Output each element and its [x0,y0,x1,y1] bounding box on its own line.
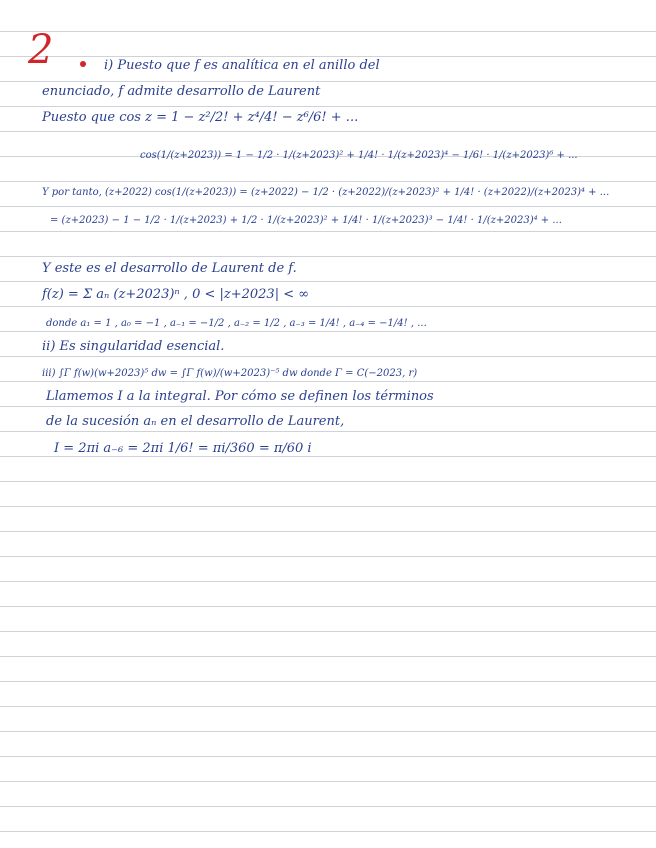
text-line: i) Puesto que f es analítica en el anillo del [104,58,380,73]
text-line: I = 2πi a₋₆ = 2πi 1/6! = πi/360 = π/60 i [54,441,312,456]
text-line: Puesto que cos z = 1 − z²/2! + z⁴/4! − z⁶/6! + ... [42,110,359,125]
text-line: Y este es el desarrollo de Laurent de f. [42,261,297,276]
text-line: enunciado, f admite desarrollo de Laurent [42,84,321,99]
text-line: Y por tanto, (z+2022) cos(1/(z+2023)) = (z+2022) − 1/2 · (z+2022)/(z+2023)² + 1/4! · (z+2022)/(z+2023)⁴ + ... [42,187,610,198]
text-line: = (z+2023) − 1 − 1/2 · 1/(z+2023) + 1/2 · 1/(z+2023)² + 1/4! · 1/(z+2023)³ − 1/4! · 1/(z+2023)⁴ + ... [50,215,562,226]
text-line: f(z) = Σ aₙ (z+2023)ⁿ , 0 < |z+2023| < ∞ [42,287,310,302]
text-line: iii) ∫Γ f(w)(w+2023)⁵ dw = ∫Γ f(w)/(w+2023)⁻⁵ dw donde Γ = C(−2023, r) [42,368,418,379]
problem-number: 2 [28,27,54,73]
text-line: donde a₁ = 1 , a₀ = −1 , a₋₁ = −1/2 , a₋₂ = 1/2 , a₋₃ = 1/4! , a₋₄ = −1/4! , ... [46,318,427,329]
text-line: cos(1/(z+2023)) = 1 − 1/2 · 1/(z+2023)² + 1/4! · 1/(z+2023)⁴ − 1/6! · 1/(z+2023)⁶ + ... [140,150,578,161]
text-line: de la sucesión aₙ en el desarrollo de Laurent, [46,414,345,429]
problem-number-dot [80,61,86,67]
text-line: Llamemos I a la integral. Por cómo se definen los términos [46,389,434,404]
text-line: ii) Es singularidad esencial. [42,339,225,354]
